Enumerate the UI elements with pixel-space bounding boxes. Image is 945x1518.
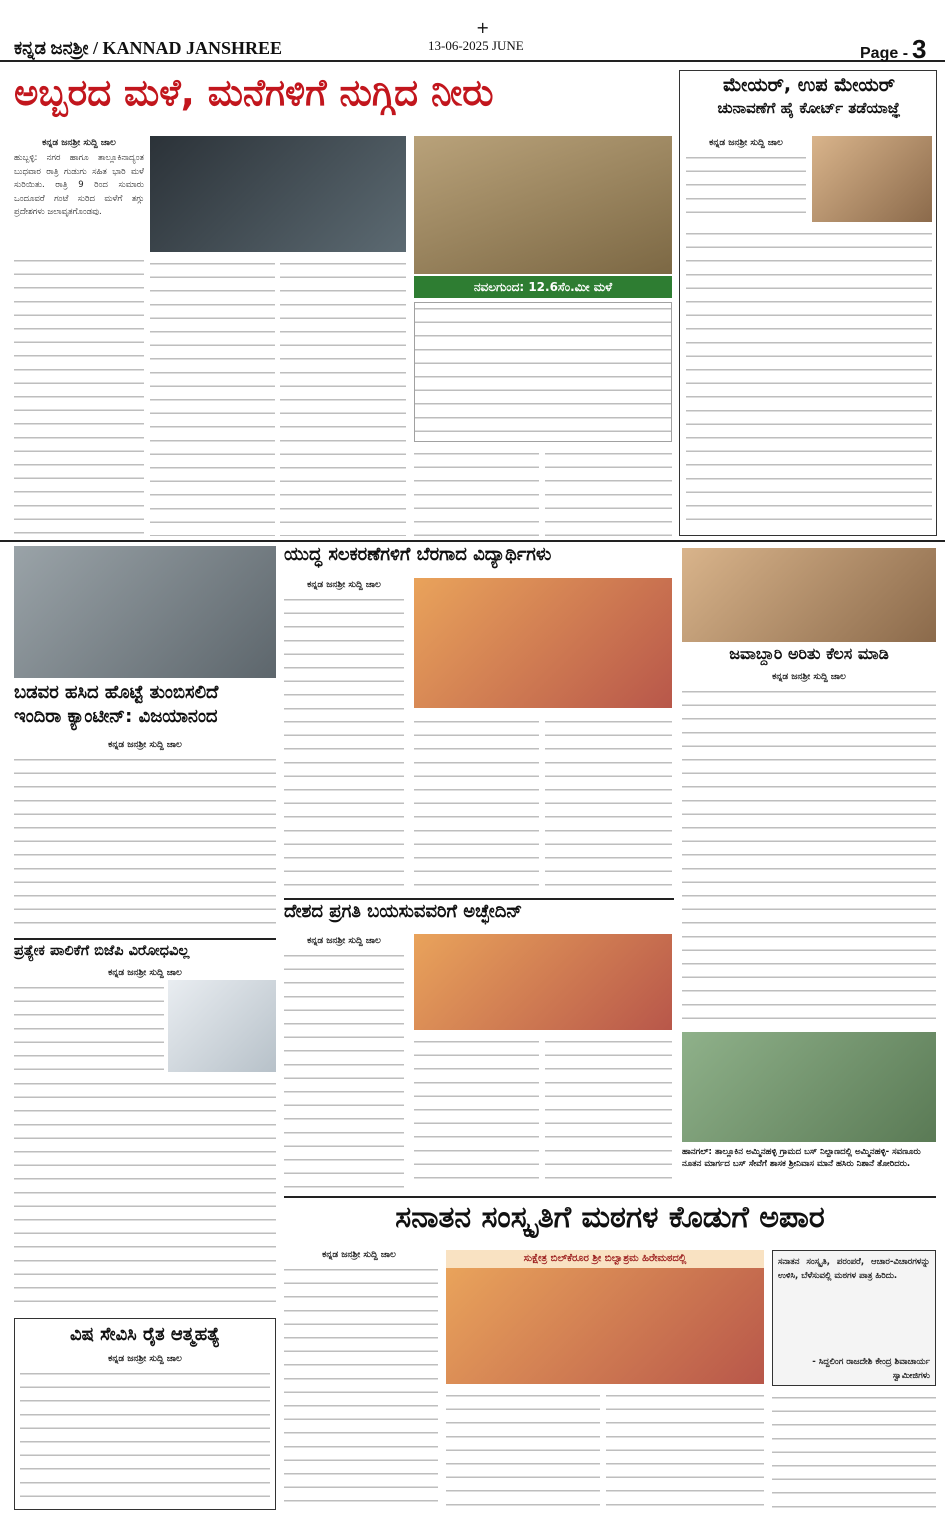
acche-body-text xyxy=(284,950,404,1190)
war-body-text xyxy=(284,594,404,710)
byline: ಕನ್ನಡ ಜನಶ್ರೀ ಸುದ್ದಿ ಜಾಲ xyxy=(709,138,783,148)
acche-body-text xyxy=(545,1036,672,1190)
section-rule xyxy=(284,898,674,900)
duty-headline: ಜವಾಬ್ದಾರಿ ಅರಿತು ಕೆಲಸ ಮಾಡಿ xyxy=(729,644,889,663)
flood-body-text xyxy=(280,258,406,536)
poison-headline: ವಿಷ ಸೇವಿಸಿ ರೈತ ಆತ್ಮಹತ್ಯೆ xyxy=(69,1324,221,1345)
section-rule xyxy=(284,1196,936,1198)
registration-mark: + xyxy=(476,18,490,37)
flood-body-text xyxy=(150,258,275,536)
sanatana-body-text xyxy=(606,1390,764,1510)
section-rule xyxy=(14,938,276,940)
page-number: Page - 3 xyxy=(860,34,927,64)
byline: ಕನ್ನಡ ಜನಶ್ರೀ ಸುದ್ದಿ ಜಾಲ xyxy=(42,138,116,148)
officials-photo xyxy=(682,548,936,642)
mayor-body-text xyxy=(686,152,806,222)
bjp-body-text xyxy=(14,1078,276,1314)
flood-lead: ಹುಬ್ಬಳ್ಳಿ: ನಗರ ಹಾಗೂ ತಾಲ್ಲೂಕಿನಾದ್ಯಂತ ಬುಧವಾರ ರಾತ್ರಿ ಗುಡುಗು ಸಹಿತ ಭಾರಿ ಮಳೆ ಸುರಿಯಿತು. ರಾತ್ರಿ 9 ರಿಂದ ಸುಮಾರು ಒಂದೂವರೆ ಗಂಟೆ ಸುರಿದ ಮಳೆಗೆ ತಗ್ಗು ಪ್ರದೇಶಗಳು ಜಲಾವೃತಗೊಂಡವು. xyxy=(14,153,144,218)
byline: ಕನ್ನಡ ಜನಶ್ರೀ ಸುದ್ದಿ ಜಾಲ xyxy=(307,580,381,590)
portrait-photo xyxy=(168,980,276,1072)
bjp-body-text xyxy=(14,982,164,1074)
section-rule xyxy=(0,540,945,542)
flood-body-text xyxy=(14,255,144,535)
duty-body-text xyxy=(682,686,936,1026)
issue-date: 13-06-2025 JUNE xyxy=(428,38,524,53)
bus-photo-caption: ಹಾನಗಲ್: ತಾಲ್ಲೂಕಿನ ಅಮ್ಮಿನಹಳ್ಳಿ ಗ್ರಾಮದ ಬಸ್ ನಿಲ್ದಾಣದಲ್ಲಿ ಅಮ್ಮಿನಹಳ್ಳಿ- ಸವಣೂರು ನೂತನ ಮಾರ್ಗದ ಬಸ್ ಸೇವೆಗೆ ಶಾಸಕ ಶ್ರೀನಿವಾಸ ಮಾನೆ ಹಸಿರು ನಿಶಾನೆ ತೋರಿದರು. xyxy=(682,1147,921,1169)
navalgund-rain-bar: ನವಲಗುಂದ: 12.6ಸೆಂ.ಮೀ ಮಳೆ xyxy=(414,276,672,298)
byline: ಕನ್ನಡ ಜನಶ್ರೀ ಸುದ್ದಿ ಜಾಲ xyxy=(322,1250,396,1260)
byline: ಕನ್ನಡ ಜನಶ್ರೀ ಸುದ್ದಿ ಜಾಲ xyxy=(307,936,381,946)
flood-body-text xyxy=(414,448,539,536)
war-event-photo xyxy=(414,578,672,708)
mutt-event-photo xyxy=(446,1268,764,1384)
canteen-headline-line2: ಇಂದಿರಾ ಕ್ಯಾಂಟೀನ್: ವಿಜಯಾನಂದ xyxy=(14,706,218,727)
bjp-headline: ಪ್ರತ್ಯೇಕ ಪಾಲಿಕೆಗೆ ಬಿಜೆಪಿ ವಿರೋಧವಿಲ್ಲ xyxy=(14,943,190,959)
war-body-text xyxy=(284,716,404,896)
masthead xyxy=(0,0,945,62)
sanatana-body-text xyxy=(284,1264,438,1510)
byline: ಕನ್ನಡ ಜನಶ್ರೀ ಸುದ್ದಿ ಜಾಲ xyxy=(108,968,182,978)
canteen-headline-line1: ಬಡವರ ಹಸಿದ ಹೊಟ್ಟೆ ತುಂಬಿಸಲಿದೆ xyxy=(14,682,219,703)
byline: ಕನ್ನಡ ಜನಶ್ರೀ ಸುದ್ದಿ ಜಾಲ xyxy=(108,1354,182,1364)
byline: ಕನ್ನಡ ಜನಶ್ರೀ ಸುದ್ದಿ ಜಾಲ xyxy=(108,740,182,750)
sanatana-body-text xyxy=(446,1390,600,1510)
poison-body-text xyxy=(20,1368,270,1504)
flood-headline: ಅಬ್ಬರದ ಮಳೆ, ಮನೆಗಳಿಗೆ ನುಗ್ಗಿದ ನೀರು xyxy=(14,71,494,114)
canteen-body-text xyxy=(14,754,276,934)
sanatana-body-text xyxy=(772,1392,936,1510)
sanatana-headline: ಸನಾತನ ಸಂಸ್ಕೃತಿಗೆ ಮಠಗಳ ಕೊಡುಗೆ ಅಪಾರ xyxy=(395,1200,825,1235)
acche-body-text xyxy=(414,1036,539,1190)
bjp-event-photo xyxy=(414,934,672,1030)
acche-headline: ದೇಶದ ಪ್ರಗತಿ ಬಯಸುವವರಿಗೆ ಅಚ್ಛೇದಿನ್ xyxy=(284,901,523,922)
quote-text: ಸನಾತನ ಸಂಸ್ಕೃತಿ, ಪರಂಪರೆ, ಆಚಾರ-ವಿಚಾರಗಳನ್ನು ಉಳಿಸಿ, ಬೆಳೆಸುವಲ್ಲಿ ಮಠಗಳ ಪಾತ್ರ ಹಿರಿದು. xyxy=(778,1257,930,1281)
palike-building-photo xyxy=(812,136,932,222)
mayor-headline-line2: ಚುನಾವಣೆಗೆ ಹೈ ಕೋರ್ಟ್ ತಡೆಯಾಜ್ಞೆ xyxy=(717,99,901,117)
flood-body-text xyxy=(545,448,672,536)
byline: ಕನ್ನಡ ಜನಶ್ರೀ ಸುದ್ದಿ ಜಾಲ xyxy=(772,672,846,682)
quote-author: - ಸಿದ್ದಲಿಂಗ ರಾಜದೇಶಿ ಕೇಂದ್ರ ಶಿವಾಚಾರ್ಯ ಸ್ವಾಮೀಜಿಗಳು xyxy=(812,1357,930,1381)
war-body-text xyxy=(545,716,672,896)
photo-banner: ಸುಕ್ಷೇತ್ರ ಬಿಲ್‌ಕೆರೂರ ಶ್ರೀ ಬಿಲ್ವಾಶ್ರಮ ಹಿರೇಮಠದಲ್ಲಿ xyxy=(446,1250,764,1268)
newspaper-brand: ಕನ್ನಡ ಜನಶ್ರೀ / KANNAD JANSHREE xyxy=(14,38,282,58)
canteen-inauguration-photo xyxy=(14,546,276,678)
flood-street-photo xyxy=(150,136,406,252)
war-body-text xyxy=(414,716,539,896)
flooded-house-photo xyxy=(414,136,672,274)
navalgund-box-text xyxy=(414,302,672,442)
mayor-headline-line1: ಮೇಯರ್, ಉಪ ಮೇಯರ್ xyxy=(723,74,895,96)
mayor-body-text xyxy=(686,228,932,530)
bus-service-photo xyxy=(682,1032,936,1142)
war-headline: ಯುದ್ಧ ಸಲಕರಣೆಗಳಿಗೆ ಬೆರಗಾದ ವಿದ್ಯಾರ್ಥಿಗಳು xyxy=(284,544,552,565)
